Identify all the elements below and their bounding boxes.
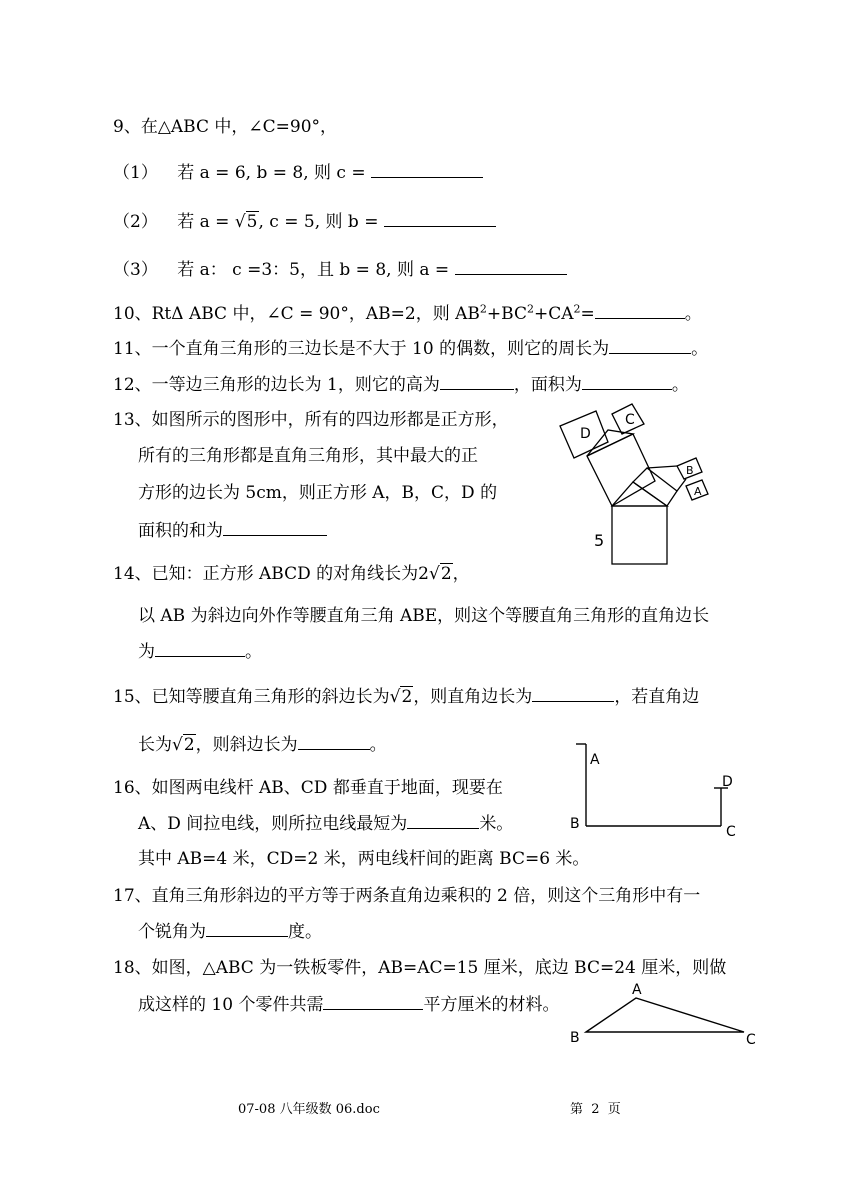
q18-line1: 18、如图，△ABC 为一铁板零件，AB=AC=15 厘米，底边 BC=24 厘米，则做 [113, 958, 727, 978]
q16-answer-blank[interactable] [407, 812, 479, 829]
q15-line2 [138, 733, 387, 756]
q15-line1 [113, 685, 699, 708]
q16-line2-text: A、D 间拉电线，则所拉电线最短为 [138, 814, 408, 834]
q17-line2-end: 度。 [288, 922, 322, 942]
q10-answer-blank[interactable] [595, 302, 685, 319]
q18-label-B: B [570, 1030, 580, 1046]
footer-filename: 07-08 八年级数 06.doc [238, 1102, 380, 1117]
sqrt-symbol: √ [172, 735, 183, 755]
q13-right-triangle-main [612, 482, 667, 506]
q11-text: 11、一个直角三角形的三边长是不大于 10 的偶数，则它的周长为 [113, 339, 610, 359]
q12-height-blank[interactable] [440, 373, 514, 390]
q14-line1-end: ， [452, 564, 470, 584]
q18-triangle-ABC [586, 998, 744, 1032]
q9-heading-text: 9、在△ABC 中，∠C=90°， [113, 117, 338, 137]
q9-part1-number: （1） [113, 163, 158, 183]
sqrt-symbol: √ [389, 687, 401, 707]
q13-label-C: C [625, 412, 635, 428]
q14-line3-end: 。 [245, 642, 262, 662]
q16-label-A: A [590, 752, 600, 768]
q17-line1: 17、直角三角形斜边的平方等于两条直角边乘积的 2 倍，则这个三角形中有一 [113, 886, 701, 906]
q15-radicand-1: 2 [401, 687, 413, 707]
q16-line3: 其中 AB=4 米，CD=2 米，两电线杆间的距离 BC=6 米。 [138, 849, 590, 869]
q13-label-B: B [686, 464, 694, 477]
q16-electric-poles-figure [566, 740, 746, 845]
q13-upper-triangle [587, 430, 633, 456]
q13-connector-1 [677, 479, 686, 491]
q9-part2-number: （2） [113, 212, 158, 232]
q11-answer-blank[interactable] [609, 337, 691, 354]
q13-line2: 所有的三角形都是直角三角形，其中最大的正 [138, 446, 478, 466]
q16-line2-end: 米。 [479, 814, 514, 834]
q14-line1-text: 14、已知：正方形 ABCD 的对角线长为 [113, 564, 419, 584]
q9-heading [113, 116, 337, 138]
q18-answer-blank[interactable] [323, 993, 423, 1010]
q9-part2-text-post: , c = 5, 则 b = [258, 212, 379, 232]
q9-part2-answer-blank[interactable] [384, 210, 496, 227]
q10-text-mid1: +BC [486, 304, 527, 324]
q17-answer-blank[interactable] [206, 920, 288, 937]
q16-label-B: B [570, 816, 580, 832]
q16-line2 [138, 812, 513, 835]
q16-label-D: D [722, 774, 733, 790]
q16-label-C: C [726, 824, 736, 840]
q15-radicand-2: 2 [183, 735, 195, 755]
q14-coef: 2 [418, 564, 429, 584]
q13-label-5: 5 [594, 531, 605, 550]
q15-line2-pre: 长为 [138, 735, 172, 755]
footer-page-number: 第 2 页 [570, 1102, 621, 1117]
q9-part1 [113, 161, 483, 184]
q15-line1-mid: ，则直角边长为 [413, 687, 533, 707]
q10-sup2: 2 [526, 302, 534, 316]
q10-text-post: = [580, 304, 595, 324]
q9-part1-answer-blank[interactable] [371, 161, 483, 178]
q10-sup1: 2 [479, 302, 487, 316]
q18-label-C: C [746, 1032, 756, 1048]
q12-area-blank[interactable] [582, 373, 672, 390]
q13-right-square [633, 468, 677, 506]
q9-part2-radicand: 5 [246, 212, 258, 232]
q14-line3 [138, 640, 262, 663]
q12-text2: ，面积为 [513, 375, 582, 395]
q9-part1-text: 若 a = 6, b = 8, 则 c = [177, 163, 366, 183]
q9-part2 [113, 210, 496, 233]
q9-part3 [113, 258, 567, 281]
q14-line2: 以 AB 为斜边向外作等腰直角三角 ABE，则这个等腰直角三角形的直角边长 [138, 606, 710, 626]
q10-sup3: 2 [573, 302, 581, 316]
q11-end: 。 [691, 339, 709, 359]
q14-line3-text: 为 [138, 642, 155, 662]
q12 [113, 373, 689, 396]
q13-pythagoras-tree-figure [550, 396, 720, 576]
q10 [113, 302, 702, 325]
sqrt-symbol: √ [429, 564, 440, 584]
q14-answer-blank[interactable] [155, 640, 245, 657]
q13-large-square [612, 506, 667, 564]
q18-label-A: A [632, 982, 642, 998]
q16-line1: 16、如图两电线杆 AB、CD 都垂直于地面，现要在 [113, 778, 503, 798]
q13-answer-blank[interactable] [223, 519, 327, 536]
q9-part3-answer-blank[interactable] [455, 258, 567, 275]
q10-end: 。 [684, 304, 702, 324]
q18-triangle-figure [566, 980, 766, 1050]
q15-line2-end: 。 [369, 735, 387, 755]
sqrt-symbol: √ [234, 212, 246, 232]
q10-text-pre: 10、RtΔ ABC 中，∠C = 90°，AB=2，则 AB [113, 304, 480, 324]
q18-line2-text: 成这样的 10 个零件共需 [138, 995, 324, 1015]
q13-line3: 方形的边长为 5cm，则正方形 A，B，C，D 的 [138, 483, 498, 503]
q12-text1: 12、一等边三角形的边长为 1，则它的高为 [113, 375, 440, 395]
q15-line1-pre: 15、已知等腰直角三角形的斜边长为 [113, 687, 390, 707]
q15-line2-mid: ，则斜边长为 [195, 735, 298, 755]
q13-label-A: A [694, 485, 702, 498]
q18-line2 [138, 993, 559, 1016]
q17-line2 [138, 920, 322, 943]
q11 [113, 337, 708, 360]
q14-line1 [113, 563, 470, 585]
q9-part3-number: （3） [113, 260, 158, 280]
q13-line4-text: 面积的和为 [138, 521, 223, 541]
q13-line1: 13、如图所示的图形中，所有的四边形都是正方形， [113, 410, 509, 430]
q12-end: 。 [671, 375, 689, 395]
q13-connector-2 [647, 466, 677, 468]
q15-line1-post: ，若直角边 [614, 687, 700, 707]
q9-part2-text-pre: 若 a = [177, 212, 235, 232]
q10-text-mid2: +CA [533, 304, 574, 324]
q15-leg-blank[interactable] [532, 685, 614, 702]
q18-line2-end: 平方厘米的材料。 [423, 995, 560, 1015]
q15-hypotenuse-blank[interactable] [298, 733, 370, 750]
q13-line4 [138, 519, 327, 542]
q13-label-D: D [580, 426, 591, 442]
q17-line2-text: 个锐角为 [138, 922, 206, 942]
q9-part3-text: 若 a： c =3：5，且 b = 8, 则 a = [177, 260, 450, 280]
q14-radicand: 2 [440, 564, 452, 584]
